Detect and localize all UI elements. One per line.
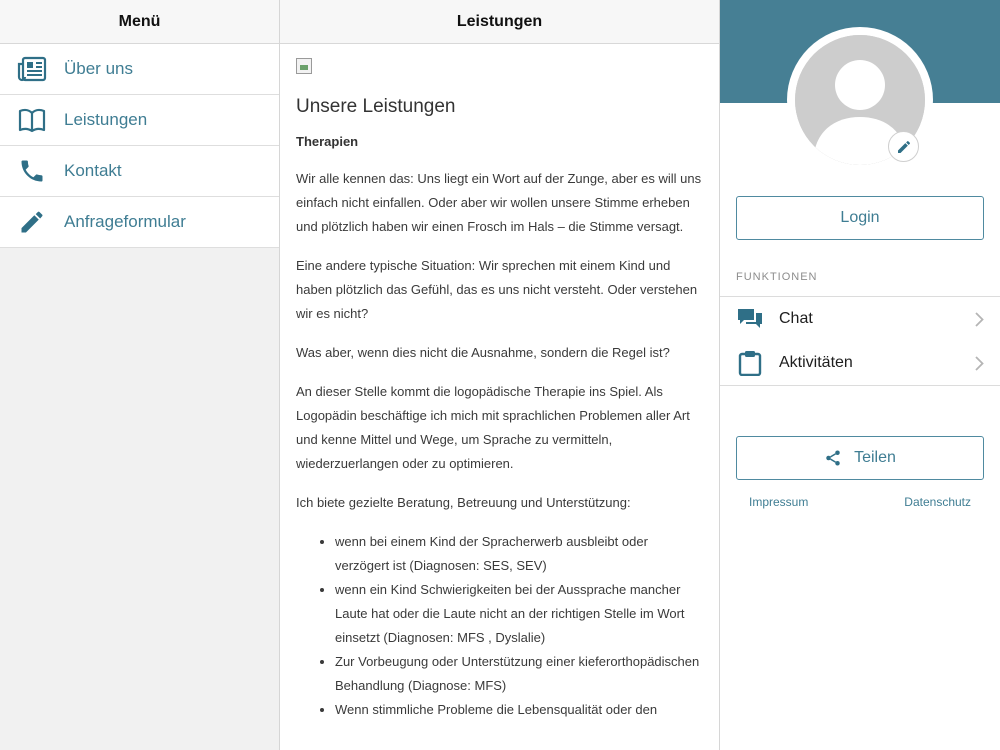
menu-item-kontakt[interactable] <box>0 146 279 197</box>
datenschutz-link[interactable]: Datenschutz <box>904 495 971 509</box>
function-item-aktivitaeten[interactable] <box>720 341 1000 385</box>
broken-image-icon <box>296 58 312 74</box>
page-heading: Unsere Leistungen <box>296 96 456 117</box>
share-icon <box>824 449 842 467</box>
newspaper-icon <box>17 54 47 84</box>
clipboard-icon <box>737 350 763 376</box>
profile-panel <box>720 0 1000 750</box>
menu-list <box>0 44 279 248</box>
menu-item-label: Kontakt <box>64 161 122 180</box>
paragraph: Ich biete gezielte Beratung, Betreuung und Unterstützung: <box>296 495 631 510</box>
paragraph: Was aber, wenn dies nicht die Ausnahme, sondern die Regel ist? <box>296 345 670 360</box>
chat-icon <box>737 306 763 332</box>
list-item: • Wenn stimmliche Probleme die Lebensqualität oder den <box>335 698 703 722</box>
function-item-chat[interactable] <box>720 297 1000 341</box>
menu-item-leistungen[interactable] <box>0 95 279 146</box>
services-list <box>319 530 703 722</box>
content-title: Leistungen <box>280 0 719 44</box>
login-button[interactable]: Login <box>736 196 984 240</box>
share-button[interactable] <box>736 436 984 480</box>
list-item: • wenn bei einem Kind der Spracherwerb ausbleibt oder verzögert ist (Diagnosen: SES, SEV) <box>335 530 703 578</box>
function-label: Chat <box>779 310 813 327</box>
list-item: • Zur Vorbeugung oder Unterstützung einer kieferorthopädischen Behandlung (Diagnose: MFS) <box>335 650 703 698</box>
chevron-right-icon <box>975 312 984 332</box>
menu-item-anfrageformular[interactable] <box>0 197 279 248</box>
functions-section-label: FUNKTIONEN <box>736 271 818 283</box>
pencil-icon <box>17 207 47 237</box>
chevron-right-icon <box>975 356 984 376</box>
content-panel <box>280 0 720 750</box>
menu-item-label: Über uns <box>64 59 133 78</box>
menu-item-label: Leistungen <box>64 110 148 129</box>
function-label: Aktivitäten <box>779 354 853 371</box>
menu-panel <box>0 0 280 750</box>
book-icon <box>17 105 47 135</box>
phone-icon <box>17 156 47 186</box>
functions-list <box>720 296 1000 386</box>
menu-title: Menü <box>0 0 279 44</box>
edit-avatar-button[interactable] <box>888 131 919 162</box>
menu-item-label: Anfrageformular <box>64 212 186 231</box>
paragraph: Wir alle kennen das: Uns liegt ein Wort auf der Zunge, aber es will uns einfach nicht einfallen. Oder aber wir wollen unsere Stimme erheben und plötzlich haben wir einen Frosch im Hals – die Stimme versagt. <box>296 171 702 234</box>
list-item: • wenn ein Kind Schwierigkeiten bei der Aussprache mancher Laute hat oder die Laute nicht an der richtigen Stelle im Wort einsetzt (Diagnosen: MFS , Dyslalie) <box>335 578 703 650</box>
impressum-link[interactable]: Impressum <box>749 495 809 509</box>
share-label: Teilen <box>854 449 896 466</box>
section-subheading: Therapien <box>296 134 359 149</box>
paragraph: Eine andere typische Situation: Wir sprechen mit einem Kind und haben plötzlich das Gefühl, das es uns nicht versteht. Oder verstehen wir es nicht? <box>296 258 698 321</box>
pencil-icon <box>896 139 912 155</box>
menu-item-ueber-uns[interactable] <box>0 44 279 95</box>
paragraph: An dieser Stelle kommt die logopädische Therapie ins Spiel. Als Logopädin beschäftige ich mich mit sprachlichen Problemen aller Art und kenne Mittel und Wege, um Sprache zu vermitteln, wiederzuerlangen oder zu optimieren. <box>296 384 690 471</box>
content-body[interactable] <box>280 44 719 722</box>
